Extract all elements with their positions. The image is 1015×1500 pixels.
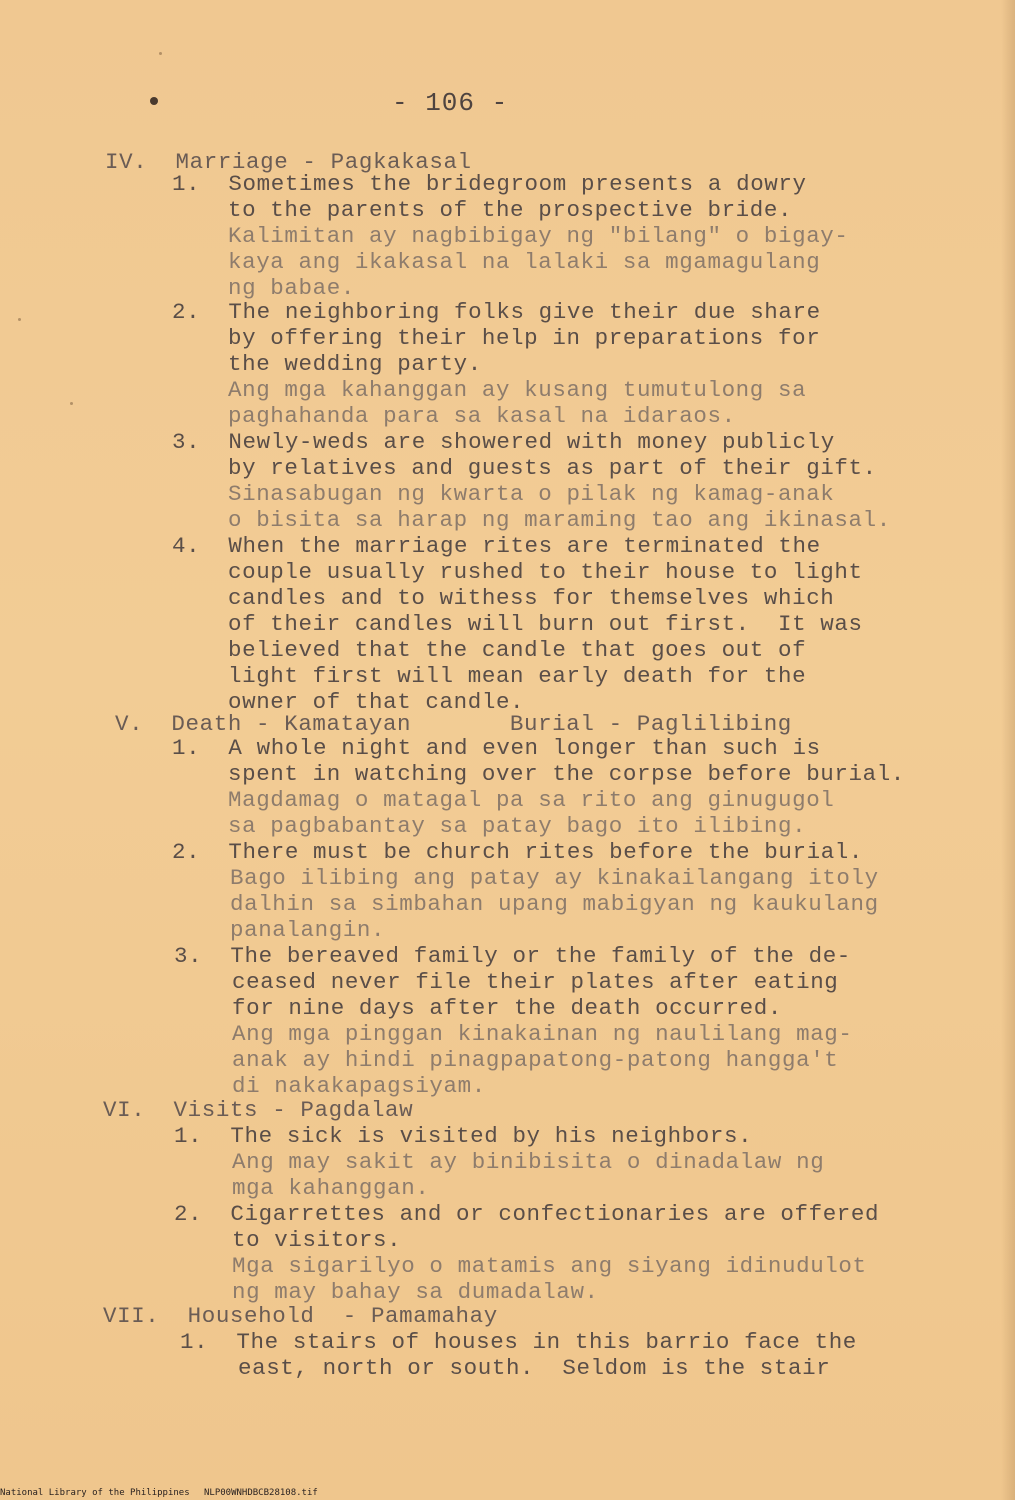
tagalog-text-line: paghahanda para sa kasal na idaraos.: [228, 403, 736, 429]
english-text-line: the wedding party.: [228, 351, 482, 377]
english-text-line: couple usually rushed to their house to light: [228, 559, 863, 585]
english-text-line: spent in watching over the corpse before burial.: [228, 761, 905, 787]
english-text-line: 2. There must be church rites before the burial.: [172, 839, 864, 865]
section-heading: VII. Household - Pamamahay: [103, 1303, 498, 1329]
english-text-line: by offering their help in preparations for: [228, 325, 821, 351]
english-text-line: of their candles will burn out first. It was: [228, 611, 863, 637]
tagalog-text-line: Kalimitan ay nagbibigay ng "bilang" o bigay-: [228, 223, 849, 249]
english-text-line: 1. The sick is visited by his neighbors.: [174, 1123, 753, 1149]
english-text-line: 2. The neighboring folks give their due share: [172, 299, 821, 325]
footer-file-id: NLP00WNHDBCB28108.tif: [204, 1488, 318, 1498]
english-text-line: east, north or south. Seldom is the stair: [238, 1355, 831, 1381]
english-text-line: 3. The bereaved family or the family of the de-: [174, 943, 851, 969]
english-text-line: 1. Sometimes the bridegroom presents a dowry: [172, 171, 807, 197]
paper-speck: [18, 318, 21, 321]
english-text-line: believed that the candle that goes out of: [228, 637, 807, 663]
tagalog-text-line: panalangin.: [230, 917, 386, 943]
footer-institution: National Library of the Philippines: [0, 1488, 190, 1498]
tagalog-text-line: dalhin sa simbahan upang mabigyan ng kaukulang: [230, 891, 879, 917]
english-text-line: light first will mean early death for the: [228, 663, 807, 689]
tagalog-text-line: sa pagbabantay sa patay bago ito ilibing.: [228, 813, 807, 839]
tagalog-text-line: o bisita sa harap ng maraming tao ang ikinasal.: [228, 507, 891, 533]
tagalog-text-line: ng babae.: [228, 275, 355, 301]
tagalog-text-line: Ang may sakit ay binibisita o dinadalaw ng: [232, 1149, 825, 1175]
tagalog-text-line: Sinasabugan ng kwarta o pilak ng kamag-anak: [228, 481, 835, 507]
english-text-line: 3. Newly-weds are showered with money publicly: [172, 429, 835, 455]
tagalog-text-line: Ang mga kahanggan ay kusang tumutulong sa: [228, 377, 807, 403]
english-text-line: owner of that candle.: [228, 689, 525, 715]
tagalog-text-line: Ang mga pinggan kinakainan ng naulilang mag-: [232, 1021, 853, 1047]
tagalog-text-line: di nakakapagsiyam.: [232, 1073, 486, 1099]
english-text-line: 1. The stairs of houses in this barrio face the: [180, 1329, 857, 1355]
paper-edge-shadow: [1001, 0, 1015, 1500]
ink-dot: [150, 97, 158, 105]
english-text-line: candles and to withess for themselves which: [228, 585, 835, 611]
tagalog-text-line: anak ay hindi pinagpapatong-patong hangga't: [232, 1047, 839, 1073]
english-text-line: by relatives and guests as part of their gift.: [228, 455, 877, 481]
english-text-line: to visitors.: [232, 1227, 402, 1253]
section-heading: V. Death - Kamatayan Burial - Paglilibing: [115, 711, 792, 737]
english-text-line: to the parents of the prospective bride.: [228, 197, 793, 223]
english-text-line: 1. A whole night and even longer than such is: [172, 735, 821, 761]
paper-speck: [159, 52, 162, 55]
tagalog-text-line: ng may bahay sa dumadalaw.: [232, 1279, 599, 1305]
english-text-line: for nine days after the death occurred.: [232, 995, 782, 1021]
tagalog-text-line: Magdamag o matagal pa sa rito ang ginugugol: [228, 787, 835, 813]
tagalog-text-line: kaya ang ikakasal na lalaki sa mgamagulang: [228, 249, 821, 275]
tagalog-text-line: mga kahanggan.: [232, 1175, 430, 1201]
tagalog-text-line: Bago ilibing ang patay ay kinakailangang itoly: [230, 865, 879, 891]
paper-speck: [70, 402, 73, 405]
english-text-line: ceased never file their plates after eating: [232, 969, 839, 995]
english-text-line: 2. Cigarrettes and or confectionaries are offered: [174, 1201, 880, 1227]
section-heading: IV. Marriage - Pagkakasal: [105, 149, 472, 175]
english-text-line: 4. When the marriage rites are terminated the: [172, 533, 821, 559]
section-heading: VI. Visits - Pagdalaw: [103, 1097, 414, 1123]
page-number: - 106 -: [392, 88, 509, 118]
tagalog-text-line: Mga sigarilyo o matamis ang siyang idinudulot: [232, 1253, 867, 1279]
